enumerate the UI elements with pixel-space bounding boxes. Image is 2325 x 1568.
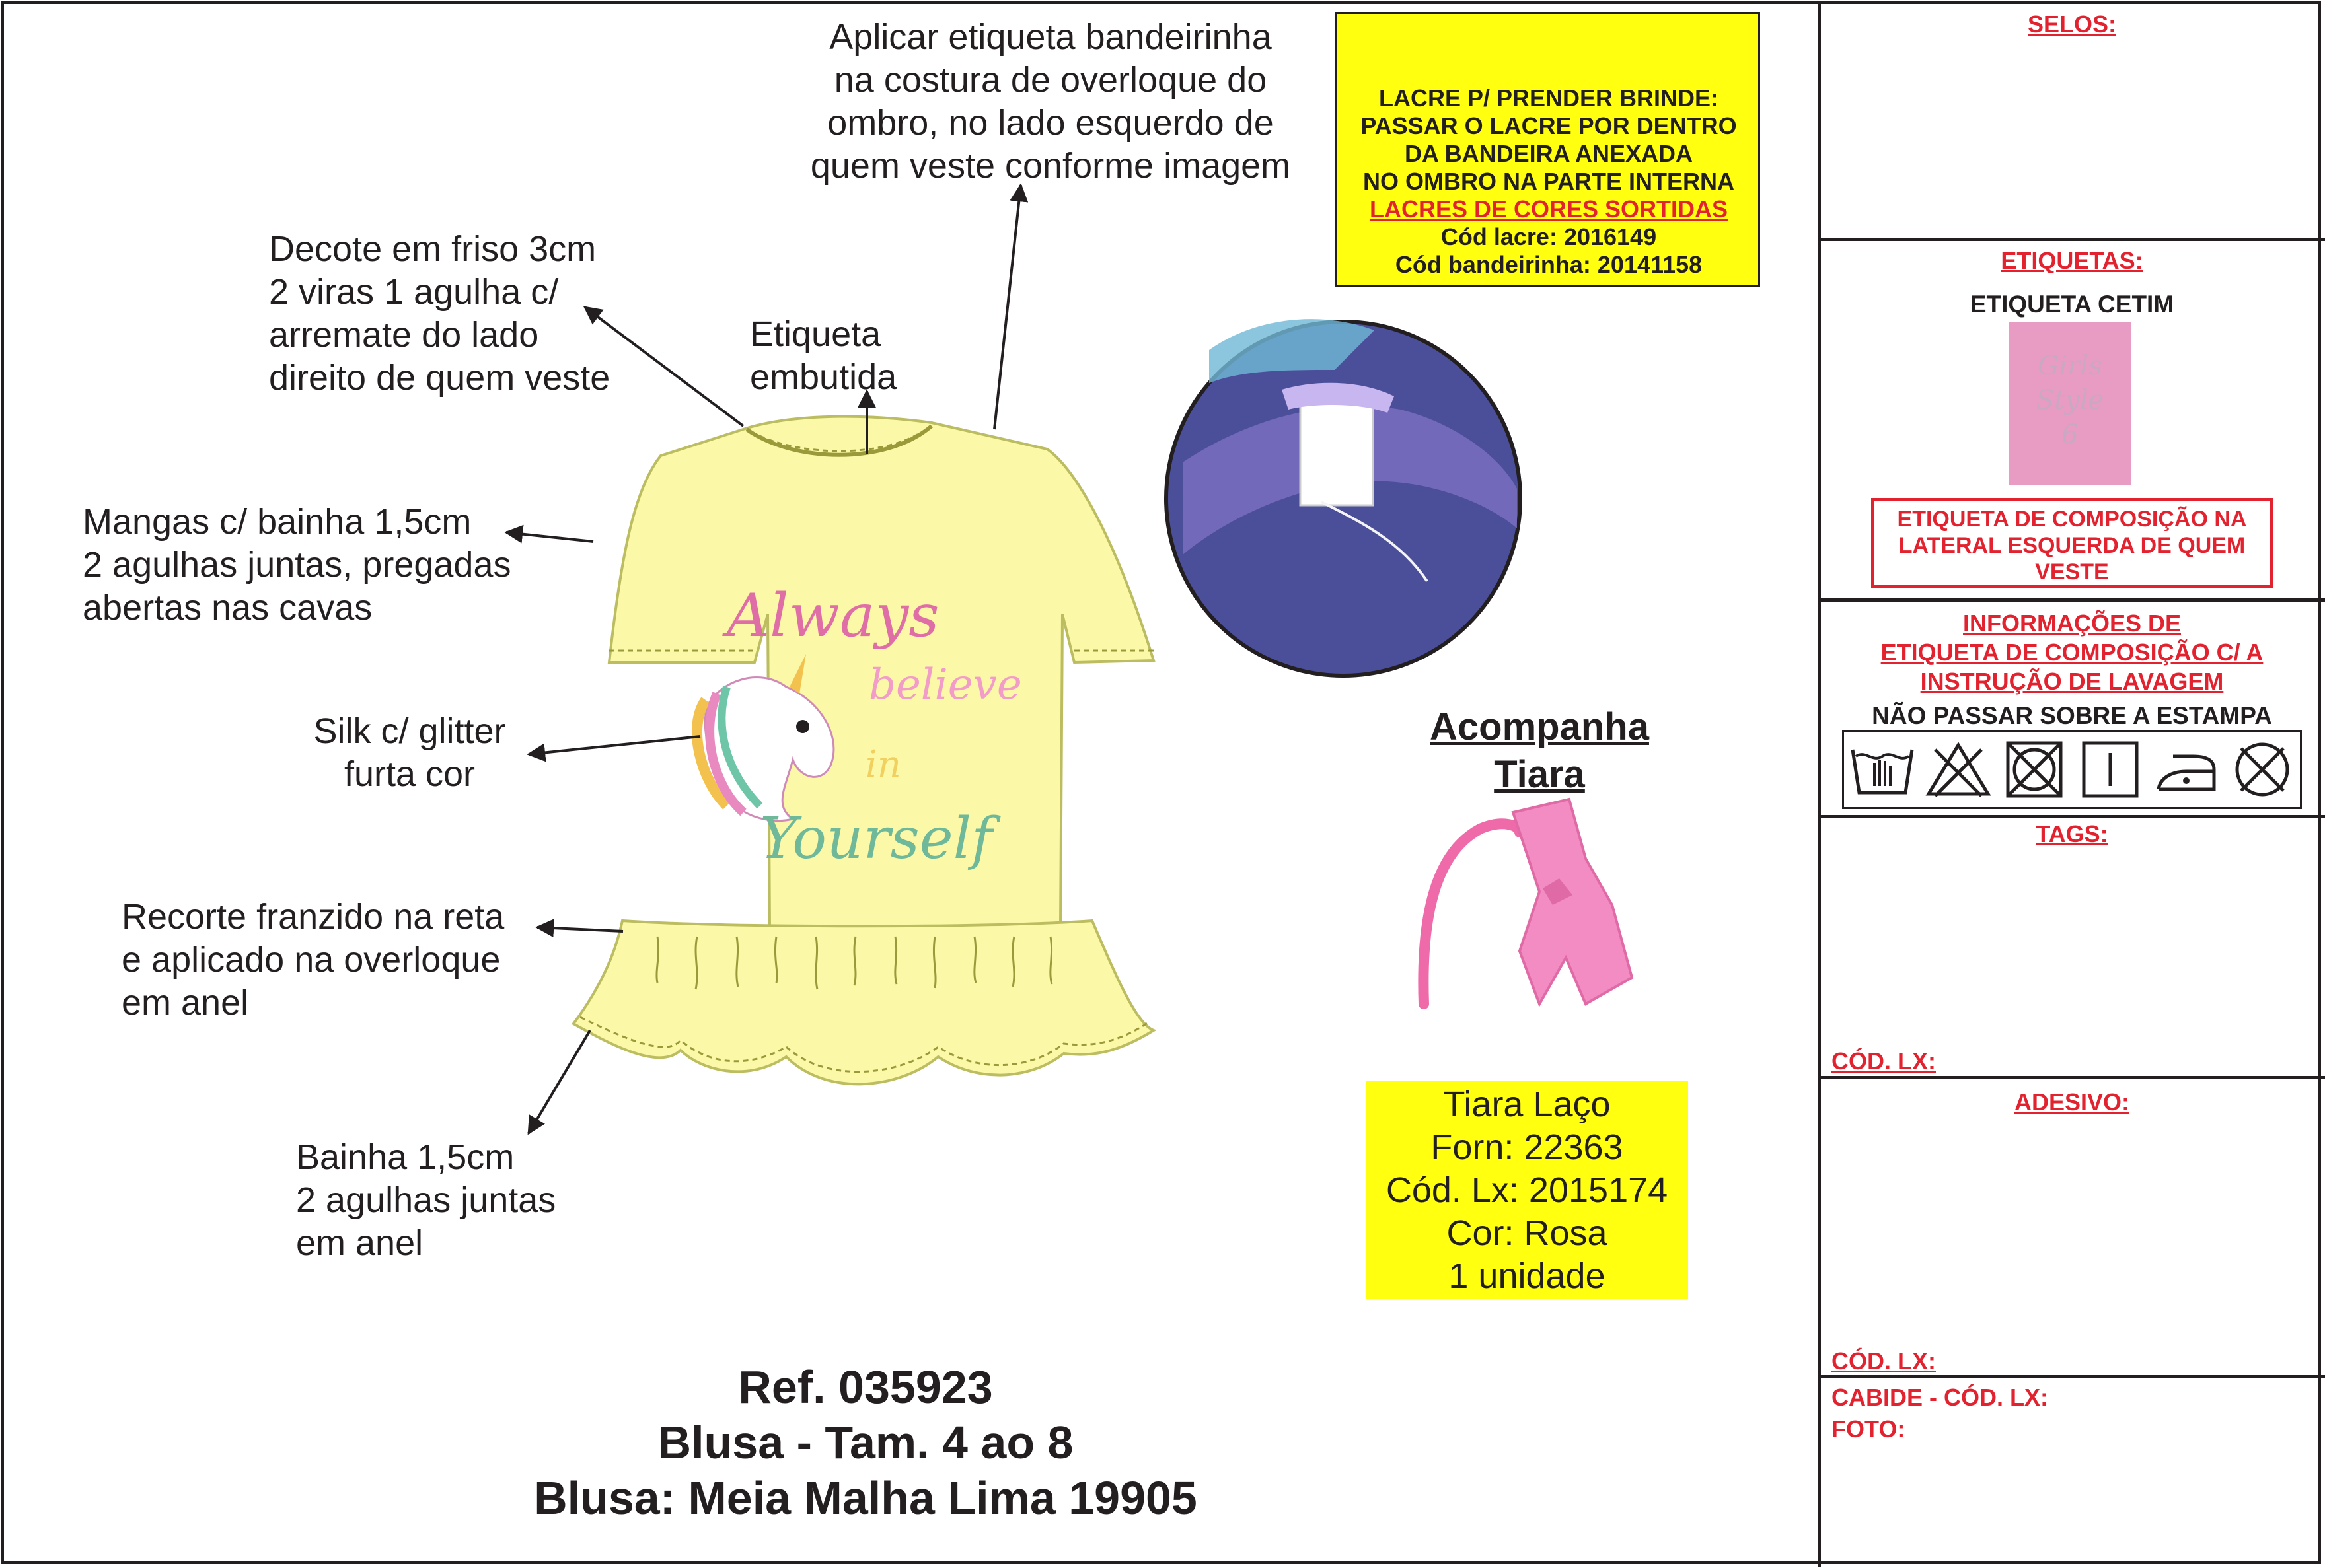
tiara-info-box bbox=[1366, 1081, 1688, 1299]
satin-label-line-2: Style bbox=[2036, 385, 2104, 415]
reference-number: Ref. 035923 bbox=[738, 1361, 993, 1413]
tiara-forn: Forn: 22363 bbox=[1430, 1127, 1623, 1167]
arrow-bainha bbox=[529, 1030, 590, 1133]
lacre-line-4: NO OMBRO NA PARTE INTERNA bbox=[1363, 168, 1734, 195]
iron-low-icon bbox=[2148, 732, 2224, 807]
arrow-recorte bbox=[537, 927, 623, 931]
composicao-line-3: VESTE bbox=[2035, 559, 2109, 585]
adesivo-cod-lx-label: CÓD. LX: bbox=[1831, 1347, 1936, 1374]
informacoes-line-2: ETIQUETA DE COMPOSIÇÃO C/ A bbox=[1880, 639, 2264, 666]
bandeirinha-code: Cód bandeirinha: 20141158 bbox=[1395, 251, 1703, 278]
sidebar-divider bbox=[1818, 1, 1821, 1567]
print-text-in: in bbox=[866, 743, 901, 786]
hand-wash-icon bbox=[1844, 732, 1920, 807]
sidebar-rule-3 bbox=[1819, 815, 2325, 818]
note-bainha: Bainha 1,5cm 2 agulhas juntas em anel bbox=[296, 1137, 556, 1263]
selos-heading: SELOS: bbox=[2027, 11, 2116, 38]
informacoes-line-3: INSTRUÇÃO DE LAVAGEM bbox=[1920, 668, 2224, 695]
t-shirt-icon bbox=[573, 417, 1154, 1085]
tiara-title bbox=[1368, 703, 1711, 799]
composicao-line-1: ETIQUETA DE COMPOSIÇÃO NA bbox=[1897, 507, 2247, 532]
product-description: Blusa - Tam. 4 ao 8 bbox=[657, 1417, 1074, 1468]
note-decote: Decote em friso 3cm 2 viras 1 agulha c/ arremate do lado direito de quem veste bbox=[269, 229, 610, 398]
print-text-believe: believe bbox=[869, 660, 1022, 709]
tags-cod-lx-label: CÓD. LX: bbox=[1831, 1048, 1936, 1075]
tiara-cor: Cor: Rosa bbox=[1446, 1213, 1607, 1253]
tags-heading: TAGS: bbox=[2036, 820, 2108, 847]
sidebar-rule-4 bbox=[1819, 1076, 2325, 1079]
note-silk: Silk c/ glitter furta cor bbox=[313, 711, 506, 794]
lacre-code: Cód lacre: 2016149 bbox=[1440, 223, 1657, 250]
label-detail-photo bbox=[1166, 319, 1520, 676]
lacre-instructions-text bbox=[1335, 85, 1763, 279]
cabide-cod-lx-label: CABIDE - CÓD. LX: bbox=[1831, 1384, 2048, 1411]
note-mangas: Mangas c/ bainha 1,5cm 2 agulhas juntas, pregadas abertas nas cavas bbox=[83, 502, 511, 627]
tiara-cod: Cód. Lx: 2015174 bbox=[1385, 1170, 1668, 1210]
satin-label-line-1: Girls bbox=[2038, 351, 2102, 381]
nao-passar-label: NÃO PASSAR SOBRE A ESTAMPA bbox=[1872, 702, 2272, 729]
composicao-box bbox=[1871, 498, 2273, 588]
etiqueta-cetim-label: ETIQUETA CETIM bbox=[1970, 291, 2174, 318]
arrow-bandeirinha bbox=[994, 185, 1021, 429]
care-symbols-row bbox=[1842, 730, 2302, 809]
sidebar-rule-5 bbox=[1819, 1375, 2325, 1378]
arrow-silk bbox=[529, 736, 700, 754]
composicao-line-2: LATERAL ESQUERDA DE QUEM bbox=[1898, 533, 2246, 558]
arrow-mangas bbox=[506, 532, 593, 542]
informacoes-heading bbox=[1821, 609, 2323, 696]
do-not-dry-clean-icon bbox=[2224, 732, 2300, 807]
sidebar-rule-1 bbox=[1819, 238, 2325, 241]
tiara-qty: 1 unidade bbox=[1448, 1256, 1605, 1296]
lacre-line-3: DA BANDEIRA ANEXADA bbox=[1404, 140, 1693, 167]
note-recorte: Recorte franzido na reta e aplicado na overloque em anel bbox=[122, 897, 505, 1022]
satin-label-line-3: 6 bbox=[2061, 419, 2079, 450]
do-not-bleach-icon bbox=[1920, 732, 1996, 807]
adesivo-heading: ADESIVO: bbox=[2014, 1088, 2130, 1116]
tiara-name: Tiara Laço bbox=[1443, 1085, 1611, 1124]
satin-label-sample bbox=[2009, 322, 2131, 485]
tiara-title-line-2: Tiara bbox=[1494, 753, 1585, 796]
print-text-yourself: Yourself bbox=[760, 806, 992, 872]
lacre-line-5: LACRES DE CORES SORTIDAS bbox=[1369, 196, 1728, 223]
sidebar-rule-2 bbox=[1819, 598, 2325, 602]
lacre-line-1: LACRE P/ PRENDER BRINDE: bbox=[1378, 85, 1719, 112]
etiquetas-heading: ETIQUETAS: bbox=[2001, 247, 2143, 274]
headband-image bbox=[1423, 799, 1632, 1004]
lacre-line-2: PASSAR O LACRE POR DENTRO bbox=[1360, 112, 1737, 139]
foto-label: FOTO: bbox=[1831, 1415, 1905, 1443]
print-text-always: Always bbox=[727, 581, 940, 651]
fabric-description: Blusa: Meia Malha Lima 19905 bbox=[534, 1472, 1197, 1524]
note-etiqueta-embutida: Etiqueta embutida bbox=[750, 314, 897, 397]
reference-block bbox=[423, 1359, 1308, 1526]
note-bandeirinha: Aplicar etiqueta bandeirinha na costura de overloque do ombro, no lado esquerdo de quem veste conforme imagem bbox=[810, 17, 1291, 186]
do-not-tumble-dry-icon bbox=[1996, 732, 2072, 807]
line-dry-icon bbox=[2072, 732, 2148, 807]
informacoes-line-1: INFORMAÇÕES DE bbox=[1962, 610, 2181, 637]
tiara-title-line-1: Acompanha bbox=[1430, 705, 1649, 748]
